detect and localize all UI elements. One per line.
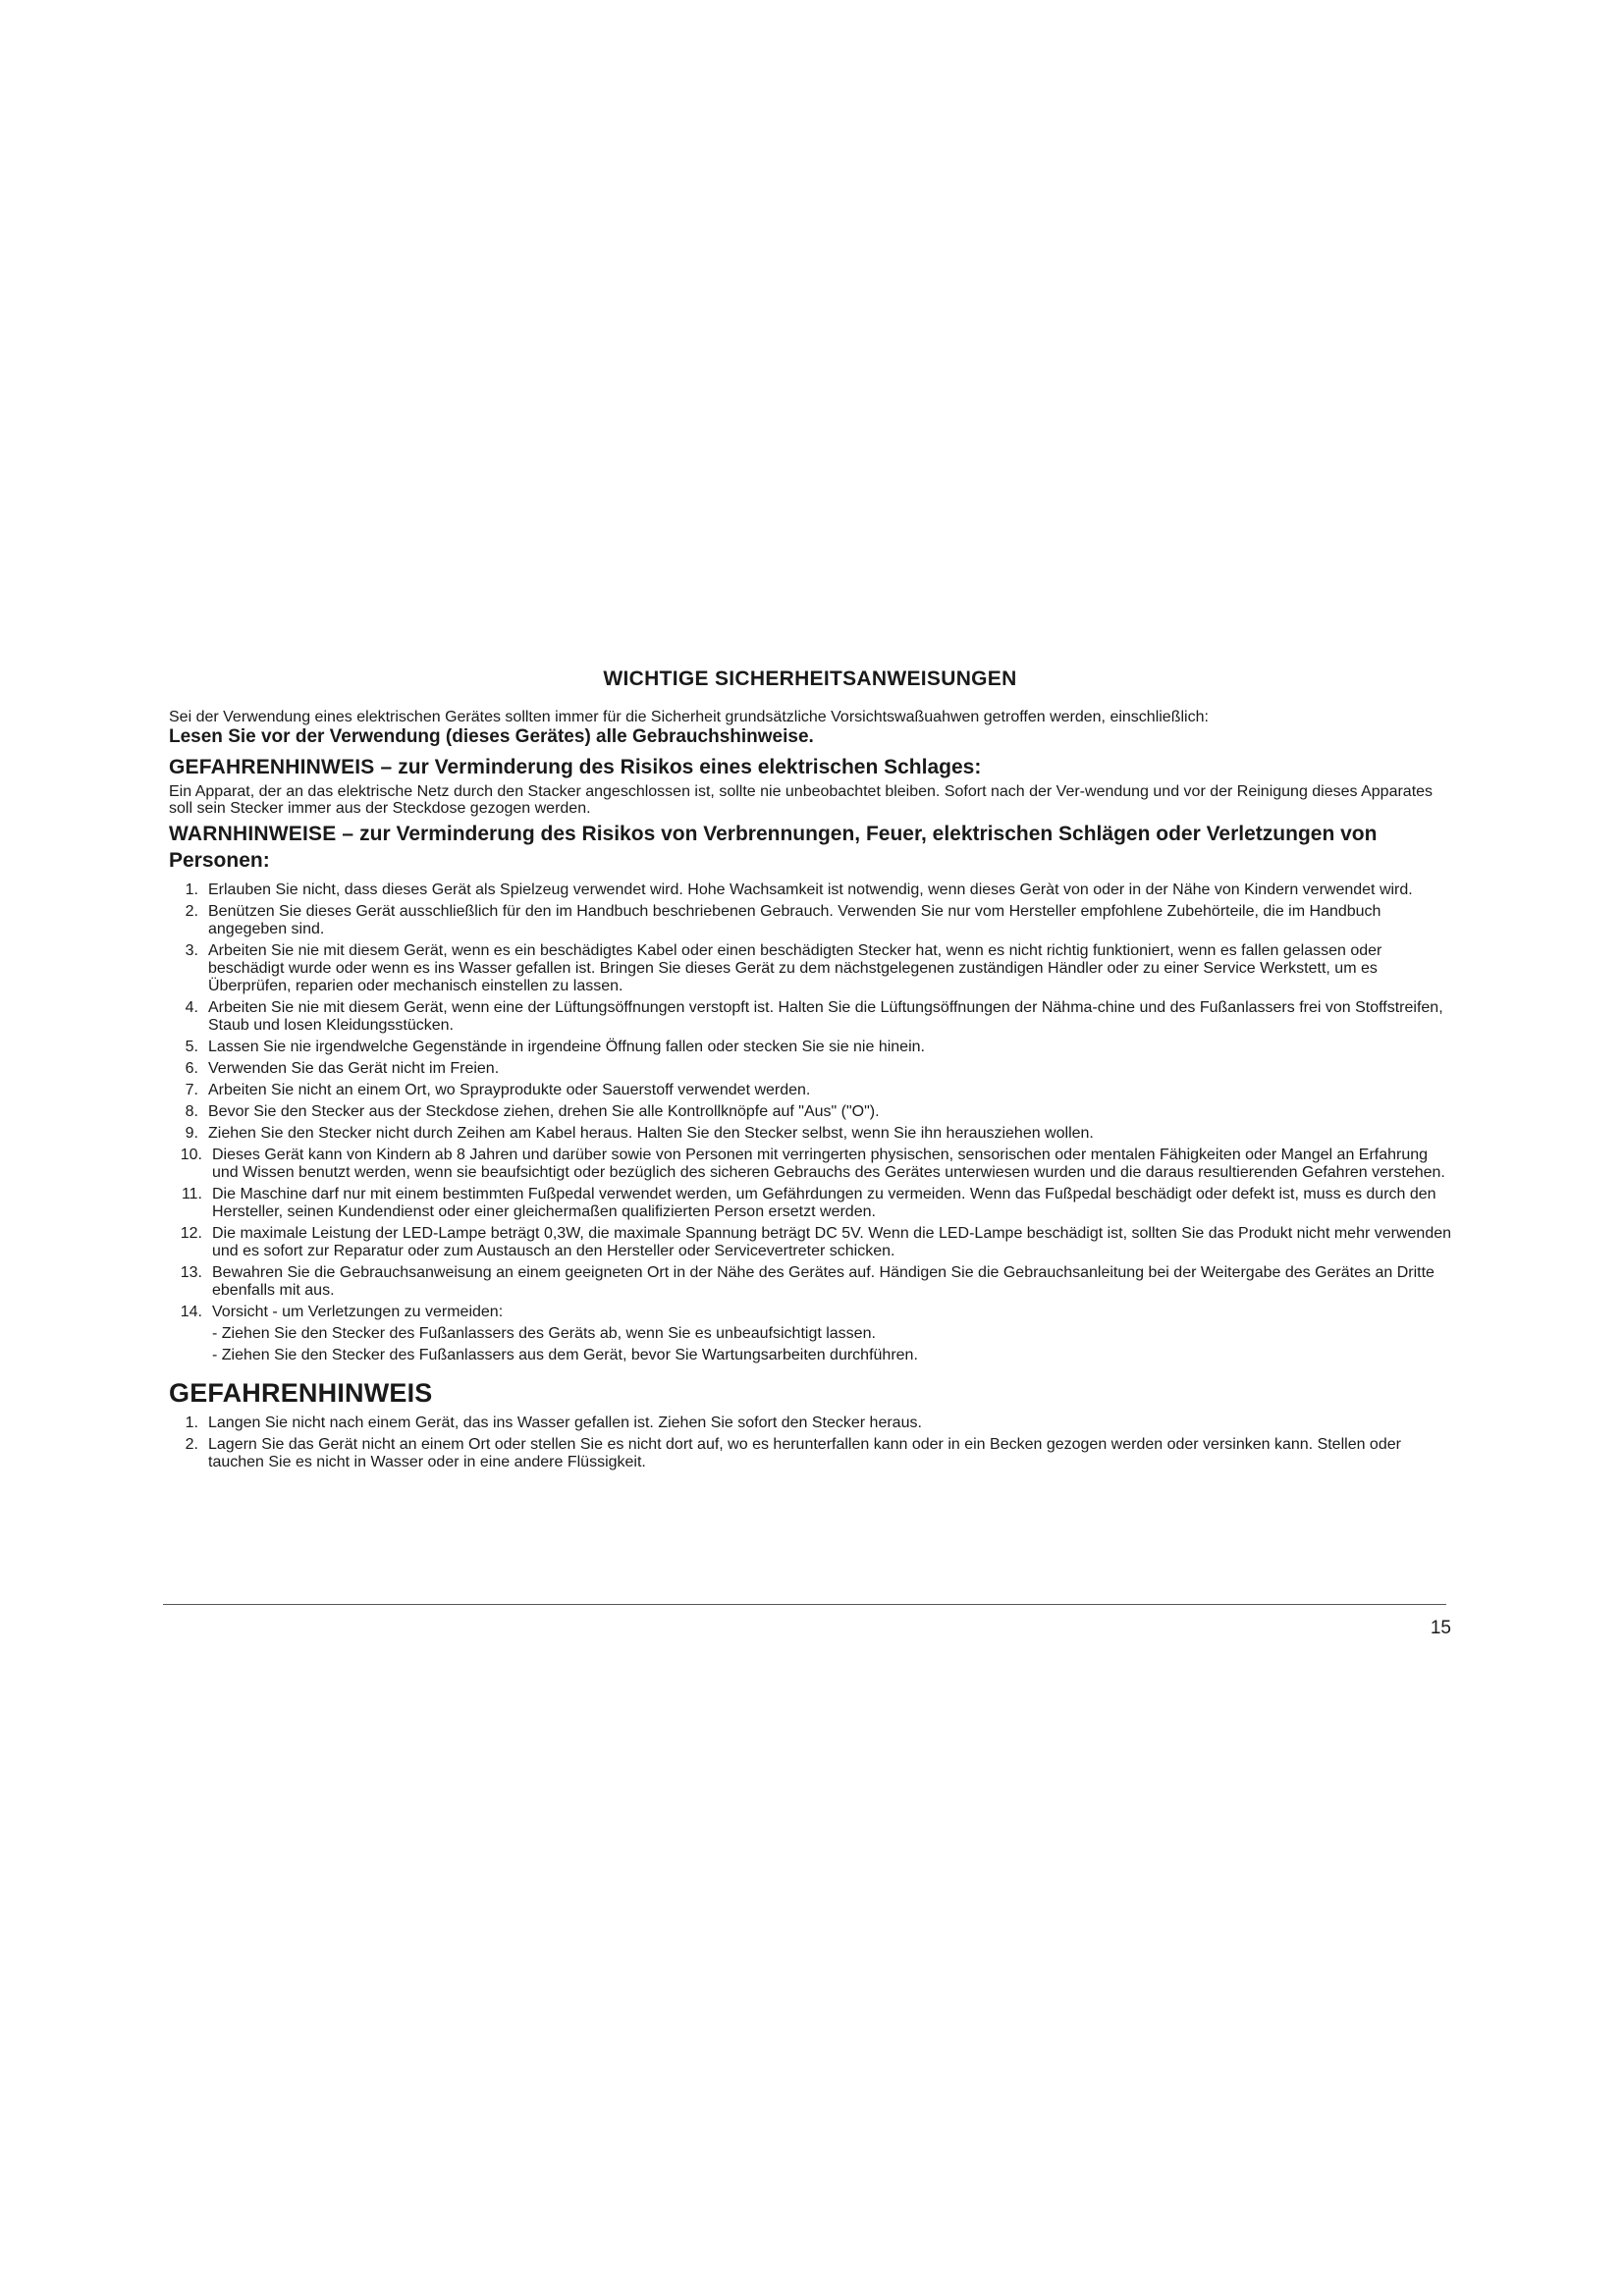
list-item-number: 6. bbox=[185, 1060, 198, 1077]
list-item-text: Dieses Gerät kann von Kindern ab 8 Jahren und darüber sowie von Personen mit verringerten physischen, sensorischen oder mentalen Fähigkeiten oder Mangel an Erfahrung und Wissen benutzt werden, wenn sie beaufsichtigt oder bezüglich des sicheren Gebrauchs des Gerätes unterwiesen wurden und die daraus resultierenden Gefahren verstehen. bbox=[212, 1147, 1445, 1181]
list-item-text: Die Maschine darf nur mit einem bestimmten Fußpedal verwendet werden, um Gefährdungen zu vermeiden. Wenn das Fußpedal beschädigt oder defekt ist, muss es durch den Hersteller, seinen Kundendienst oder einer gleichermaßen qualifizierten Person ersetzt werden. bbox=[212, 1186, 1436, 1220]
list-item-text: Lassen Sie nie irgendwelche Gegenstände in irgendeine Öffnung fallen oder stecken Sie sie nie hinein. bbox=[208, 1039, 925, 1055]
sub-list-item: - Ziehen Sie den Stecker des Fußanlassers des Geräts ab, wenn Sie es unbeaufsichtigt lassen. bbox=[212, 1325, 876, 1342]
danger-note-heading bbox=[169, 754, 1451, 780]
list-item-number: 14. bbox=[180, 1304, 202, 1320]
list-item bbox=[169, 1436, 1451, 1471]
list-item-text: Vorsicht - um Verletzungen zu vermeiden: bbox=[212, 1304, 504, 1320]
list-item-number: 1. bbox=[185, 1415, 198, 1431]
list-item bbox=[169, 999, 1451, 1035]
list-item-text: Arbeiten Sie nie mit diesem Gerät, wenn es ein beschädigtes Kabel oder einen beschädigten Stecker hat, wenn es nicht richtig funktioniert, wenn es fallen gelassen oder beschädigt wurde oder wenn es ins Wasser gefallen ist. Bringen Sie dieses Gerät zu dem nächstgelegenen zuständigen Händler oder zu einer Service Werkstett, um es Überprüfen, reparien oder mechanisch einstellen zu lassen. bbox=[208, 942, 1382, 994]
list-item bbox=[169, 1082, 1451, 1099]
danger-list bbox=[169, 1415, 1451, 1471]
danger-note-text: Ein Apparat, der an das elektrische Netz durch den Stacker angeschlossen ist, sollte nie unbeobachtet bleiben. Sofort nach der Ver-wendung und vor der Reinigung dieses Apparates soll sein Stecker immer aus der Steckdose gezogen werden. bbox=[169, 783, 1434, 817]
list-item-number: 2. bbox=[185, 1436, 198, 1453]
list-item-number: 3. bbox=[185, 942, 198, 959]
list-item-text: Lagern Sie das Gerät nicht an einem Ort oder stellen Sie es nicht dort auf, wo es herunterfallen kann oder in ein Becken gezogen werden oder versinken kann. Stellen oder tauchen Sie es nicht in Wasser oder in eine andere Flüssigkeit. bbox=[208, 1436, 1401, 1470]
danger-note-lead: GEFAHRENHINWEIS – bbox=[169, 756, 393, 778]
warning-heading bbox=[169, 821, 1451, 874]
page-title: WICHTIGE SICHERHEITSANWEISUNGEN bbox=[603, 667, 1017, 690]
list-item-text: Arbeiten Sie nicht an einem Ort, wo Sprayprodukte oder Sauerstoff verwendet werden. bbox=[208, 1082, 811, 1098]
warning-rest: zur Verminderung des Risikos von Verbrennungen, Feuer, elektrischen Schlägen oder Verletzungen von Personen: bbox=[169, 823, 1378, 872]
list-item-number: 12. bbox=[180, 1225, 202, 1242]
read-all-instructions: Lesen Sie vor der Verwendung (dieses Gerätes) alle Gebrauchshinweise. bbox=[169, 726, 814, 747]
document-page bbox=[169, 667, 1451, 1475]
warning-lead: WARNHINWEISE – bbox=[169, 823, 354, 845]
page-number: 15 bbox=[1430, 1618, 1451, 1638]
list-item-number: 7. bbox=[185, 1082, 198, 1098]
list-item-number: 4. bbox=[185, 999, 198, 1016]
list-item-text: Verwenden Sie das Gerät nicht im Freien. bbox=[208, 1060, 500, 1077]
danger-note-rest: zur Verminderung des Risikos eines elektrischen Schlages: bbox=[392, 756, 982, 778]
list-item-text: Erlauben Sie nicht, dass dieses Gerät als Spielzeug verwendet wird. Hohe Wachsamkeit ist notwendig, wenn dieses Geràt von oder in der Nähe von Kindern verwendet wird. bbox=[208, 881, 1413, 898]
list-item bbox=[169, 1225, 1451, 1260]
list-item-text: Bevor Sie den Stecker aus der Steckdose ziehen, drehen Sie alle Kontrollknöpfe auf "Aus" ("O"). bbox=[208, 1103, 880, 1120]
list-item-number: 2. bbox=[185, 903, 198, 920]
list-item-text: Langen Sie nicht nach einem Gerät, das ins Wasser gefallen ist. Ziehen Sie sofort den Stecker heraus. bbox=[208, 1415, 922, 1431]
list-item bbox=[169, 903, 1451, 938]
list-item bbox=[169, 1103, 1451, 1121]
list-item-text: Benützen Sie dieses Gerät ausschließlich für den im Handbuch beschriebenen Gebrauch. Verwenden Sie nur vom Hersteller empfohlene Zubehörteile, die im Handbuch angegeben sind. bbox=[208, 903, 1381, 937]
list-item bbox=[169, 1147, 1451, 1182]
list-item bbox=[169, 1039, 1451, 1056]
list-item-text: Ziehen Sie den Stecker nicht durch Zeihen am Kabel heraus. Halten Sie den Stecker selbst, wenn Sie ihn herausziehen wollen. bbox=[208, 1125, 1094, 1142]
list-item bbox=[169, 942, 1451, 995]
list-item-text: Bewahren Sie die Gebrauchsanweisung an einem geeigneten Ort in der Nähe des Gerätes auf. Händigen Sie die Gebrauchsanleitung bei der Weitergabe des Gerätes an Dritte ebenfalls mit aus. bbox=[212, 1264, 1435, 1299]
warning-list bbox=[169, 881, 1451, 1321]
list-item-number: 8. bbox=[185, 1103, 198, 1120]
list-item bbox=[169, 1186, 1451, 1221]
list-item bbox=[169, 1125, 1451, 1143]
list-item-number: 10. bbox=[180, 1147, 202, 1163]
list-item-number: 11. bbox=[181, 1186, 202, 1202]
list-item bbox=[169, 1304, 1451, 1321]
list-item-number: 5. bbox=[185, 1039, 198, 1055]
danger-section-heading: GEFAHRENHINWEIS bbox=[169, 1378, 433, 1408]
list-item-text: Arbeiten Sie nie mit diesem Gerät, wenn eine der Lüftungsöffnungen verstopft ist. Halten Sie die Lüftungsöffnungen der Nähma-chine und des Fußanlassers frei von Stoffstreifen, Staub und losen Kleidungsstücken. bbox=[208, 999, 1443, 1034]
footer-divider bbox=[163, 1604, 1446, 1605]
list-item bbox=[169, 1415, 1451, 1432]
list-item bbox=[169, 1060, 1451, 1078]
list-item bbox=[169, 1264, 1451, 1300]
list-item-text: Die maximale Leistung der LED-Lampe beträgt 0,3W, die maximale Spannung beträgt DC 5V. Wenn die LED-Lampe beschädigt ist, sollten Sie das Produkt nicht mehr verwenden und es sofort zur Reparatur oder zum Austausch an den Hersteller oder Servicevertreter schicken. bbox=[212, 1225, 1452, 1259]
sub-list-item: - Ziehen Sie den Stecker des Fußanlassers aus dem Gerät, bevor Sie Wartungsarbeiten durchführen. bbox=[212, 1347, 918, 1363]
list-item-number: 9. bbox=[185, 1125, 198, 1142]
intro-text: Sei der Verwendung eines elektrischen Gerätes sollten immer für die Sicherheit grundsätzliche Vorsichtswaßuahwen getroffen werden, einschließlich: bbox=[169, 709, 1209, 725]
list-item bbox=[169, 881, 1451, 899]
list-item-number: 13. bbox=[180, 1264, 202, 1281]
list-item-number: 1. bbox=[185, 881, 198, 898]
